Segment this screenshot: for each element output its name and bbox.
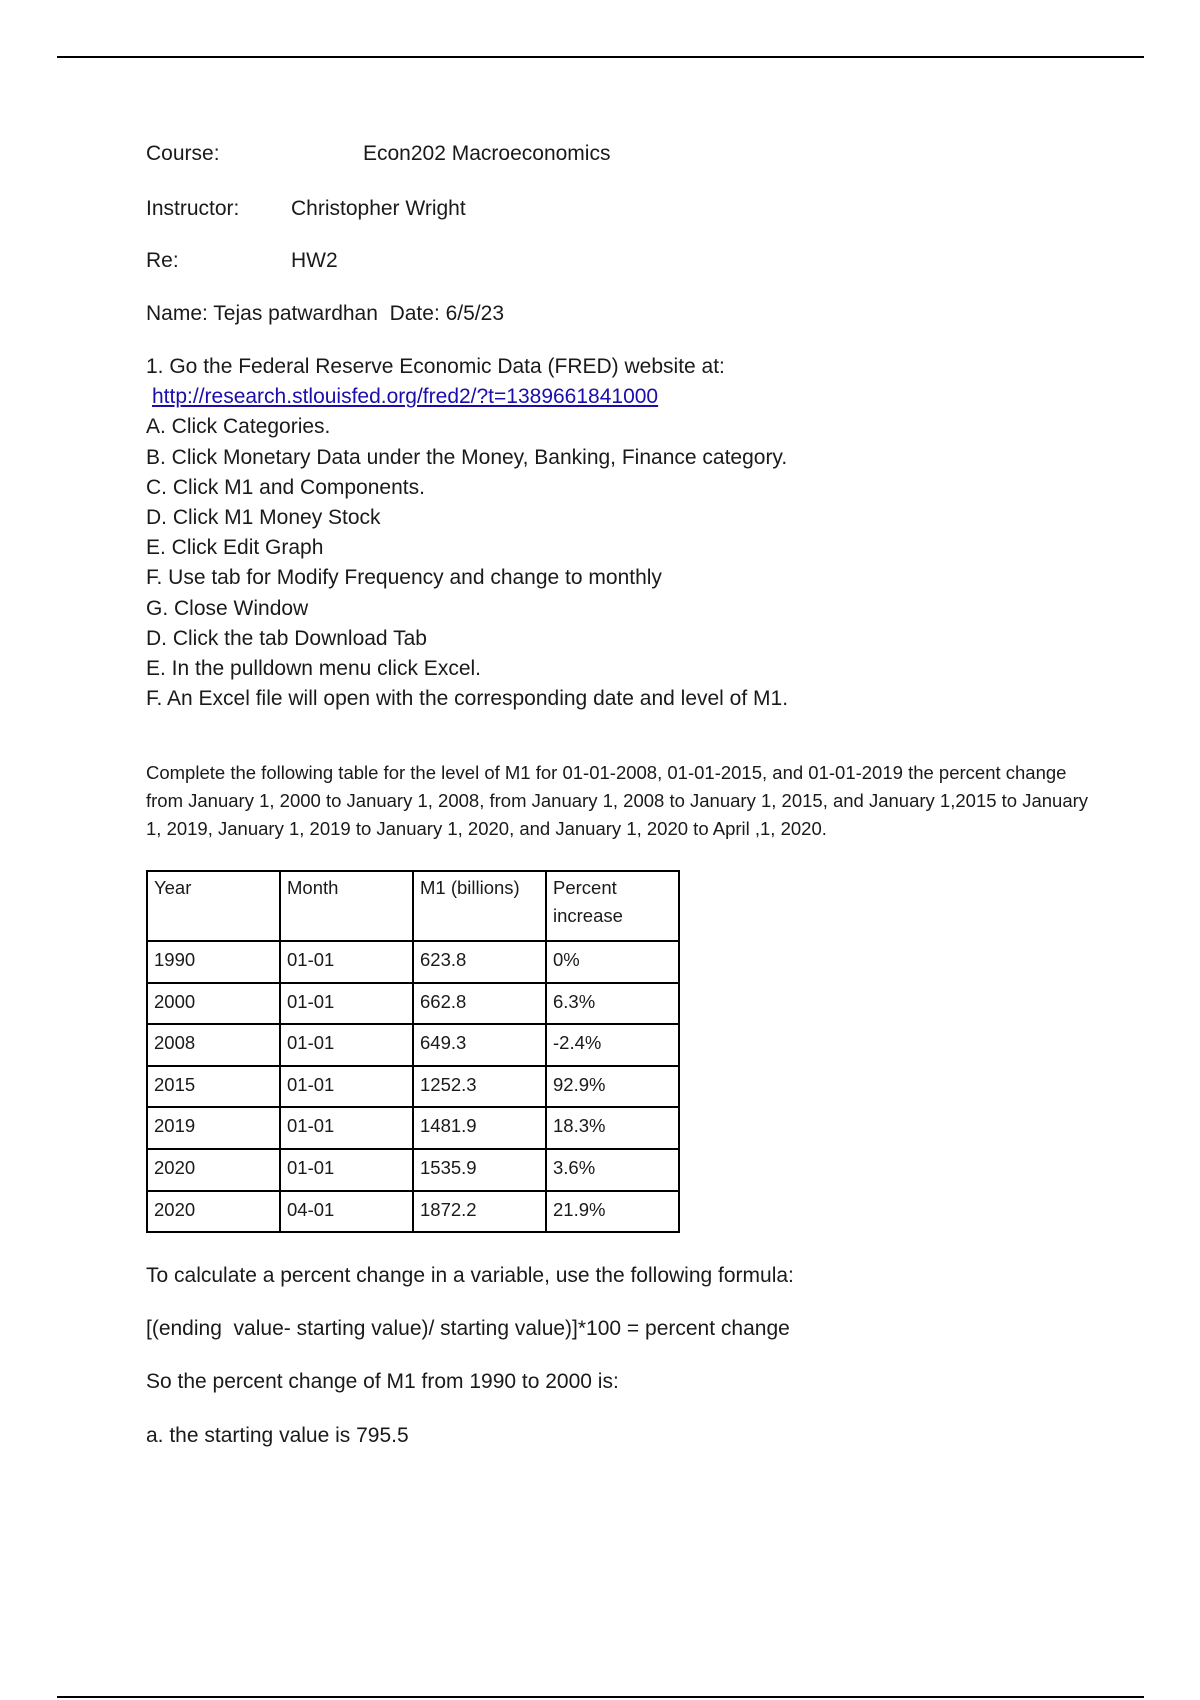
step-item: E. Click Edit Graph: [146, 536, 324, 560]
formula-intro: To calculate a percent change in a variable, use the following formula:: [146, 1264, 794, 1287]
cell-percent: 21.9%: [546, 1191, 679, 1233]
cell-month: 01-01: [280, 1107, 413, 1149]
step-item: A. Click Categories.: [146, 415, 331, 439]
cell-month: 01-01: [280, 941, 413, 983]
table-row: [147, 1024, 679, 1066]
re-label: Re:: [146, 249, 179, 272]
step-item: F. An Excel file will open with the corresponding date and level of M1.: [146, 687, 789, 711]
header-m1: M1 (billions): [413, 871, 546, 941]
cell-percent: 0%: [546, 941, 679, 983]
cell-m1: 1535.9: [413, 1149, 546, 1191]
cell-year: 2019: [147, 1107, 280, 1149]
cell-m1: 662.8: [413, 983, 546, 1025]
formula-expression: [(ending value- starting value)/ starting value)]*100 = percent change: [146, 1317, 790, 1340]
re-row: [146, 249, 1106, 277]
step-item: B. Click Monetary Data under the Money, Banking, Finance category.: [146, 445, 788, 469]
cell-year: 2020: [147, 1191, 280, 1233]
step-item: D. Click M1 Money Stock: [146, 505, 381, 529]
cell-percent: 92.9%: [546, 1066, 679, 1108]
table-row: [147, 1107, 679, 1149]
step-item: E. In the pulldown menu click Excel.: [146, 656, 481, 680]
table-row: [147, 1191, 679, 1233]
steps-intro: 1. Go the Federal Reserve Economic Data (FRED) website at:: [146, 355, 725, 378]
cell-month: 01-01: [280, 983, 413, 1025]
instructor-label: Instructor:: [146, 197, 240, 220]
name-date-line: Name: Tejas patwardhan Date: 6/5/23: [146, 302, 504, 325]
instruction-paragraph: Complete the following table for the level of M1 for 01-01-2008, 01-01-2015, and 01-01-2019 the percent change from January 1, 2000 to January 1, 2008, from January 1, 2008 to January 1, 2015, and January 1,2015 to January 1, 2019, January 1, 2019 to January 1, 2020, and January 1, 2020 to April ,1, 2020.: [146, 762, 1089, 839]
cell-month: 04-01: [280, 1191, 413, 1233]
cell-m1: 1252.3: [413, 1066, 546, 1108]
header-year: Year: [147, 871, 280, 941]
table-header-row: [147, 871, 679, 941]
cell-m1: 1872.2: [413, 1191, 546, 1233]
cell-year: 2020: [147, 1149, 280, 1191]
header-month: Month: [280, 871, 413, 941]
cell-m1: 649.3: [413, 1024, 546, 1066]
course-value: Econ202 Macroeconomics: [363, 142, 611, 165]
cell-m1: 1481.9: [413, 1107, 546, 1149]
document-body: [146, 142, 1106, 1447]
step-item: D. Click the tab Download Tab: [146, 626, 427, 650]
course-label: Course:: [146, 142, 220, 165]
cell-percent: -2.4%: [546, 1024, 679, 1066]
cell-year: 2015: [147, 1066, 280, 1108]
fred-link[interactable]: http://research.stlouisfed.org/fred2/?t=1389661841000: [152, 385, 659, 409]
step-item: C. Click M1 and Components.: [146, 475, 425, 499]
formula-example-intro: So the percent change of M1 from 1990 to 2000 is:: [146, 1370, 619, 1393]
instructor-value: Christopher Wright: [291, 197, 466, 220]
cell-year: 1990: [147, 941, 280, 983]
bottom-rule: [57, 1696, 1144, 1698]
cell-percent: 6.3%: [546, 983, 679, 1025]
cell-percent: 18.3%: [546, 1107, 679, 1149]
re-value: HW2: [291, 249, 338, 272]
top-rule: [57, 56, 1144, 58]
m1-table: [146, 870, 680, 1233]
table-row: [147, 983, 679, 1025]
course-row: [146, 142, 1106, 170]
cell-year: 2008: [147, 1024, 280, 1066]
steps-list: [146, 354, 788, 716]
formula-step-a: a. the starting value is 795.5: [146, 1424, 409, 1447]
table-row: [147, 1149, 679, 1191]
header-percent: Percent increase: [546, 871, 679, 941]
instructor-row: [146, 197, 1106, 225]
table-row: [147, 1066, 679, 1108]
table-row: [147, 941, 679, 983]
cell-month: 01-01: [280, 1066, 413, 1108]
cell-month: 01-01: [280, 1024, 413, 1066]
cell-m1: 623.8: [413, 941, 546, 983]
step-item: F. Use tab for Modify Frequency and change to monthly: [146, 566, 662, 590]
cell-month: 01-01: [280, 1149, 413, 1191]
cell-year: 2000: [147, 983, 280, 1025]
step-item: G. Close Window: [146, 596, 309, 620]
cell-percent: 3.6%: [546, 1149, 679, 1191]
